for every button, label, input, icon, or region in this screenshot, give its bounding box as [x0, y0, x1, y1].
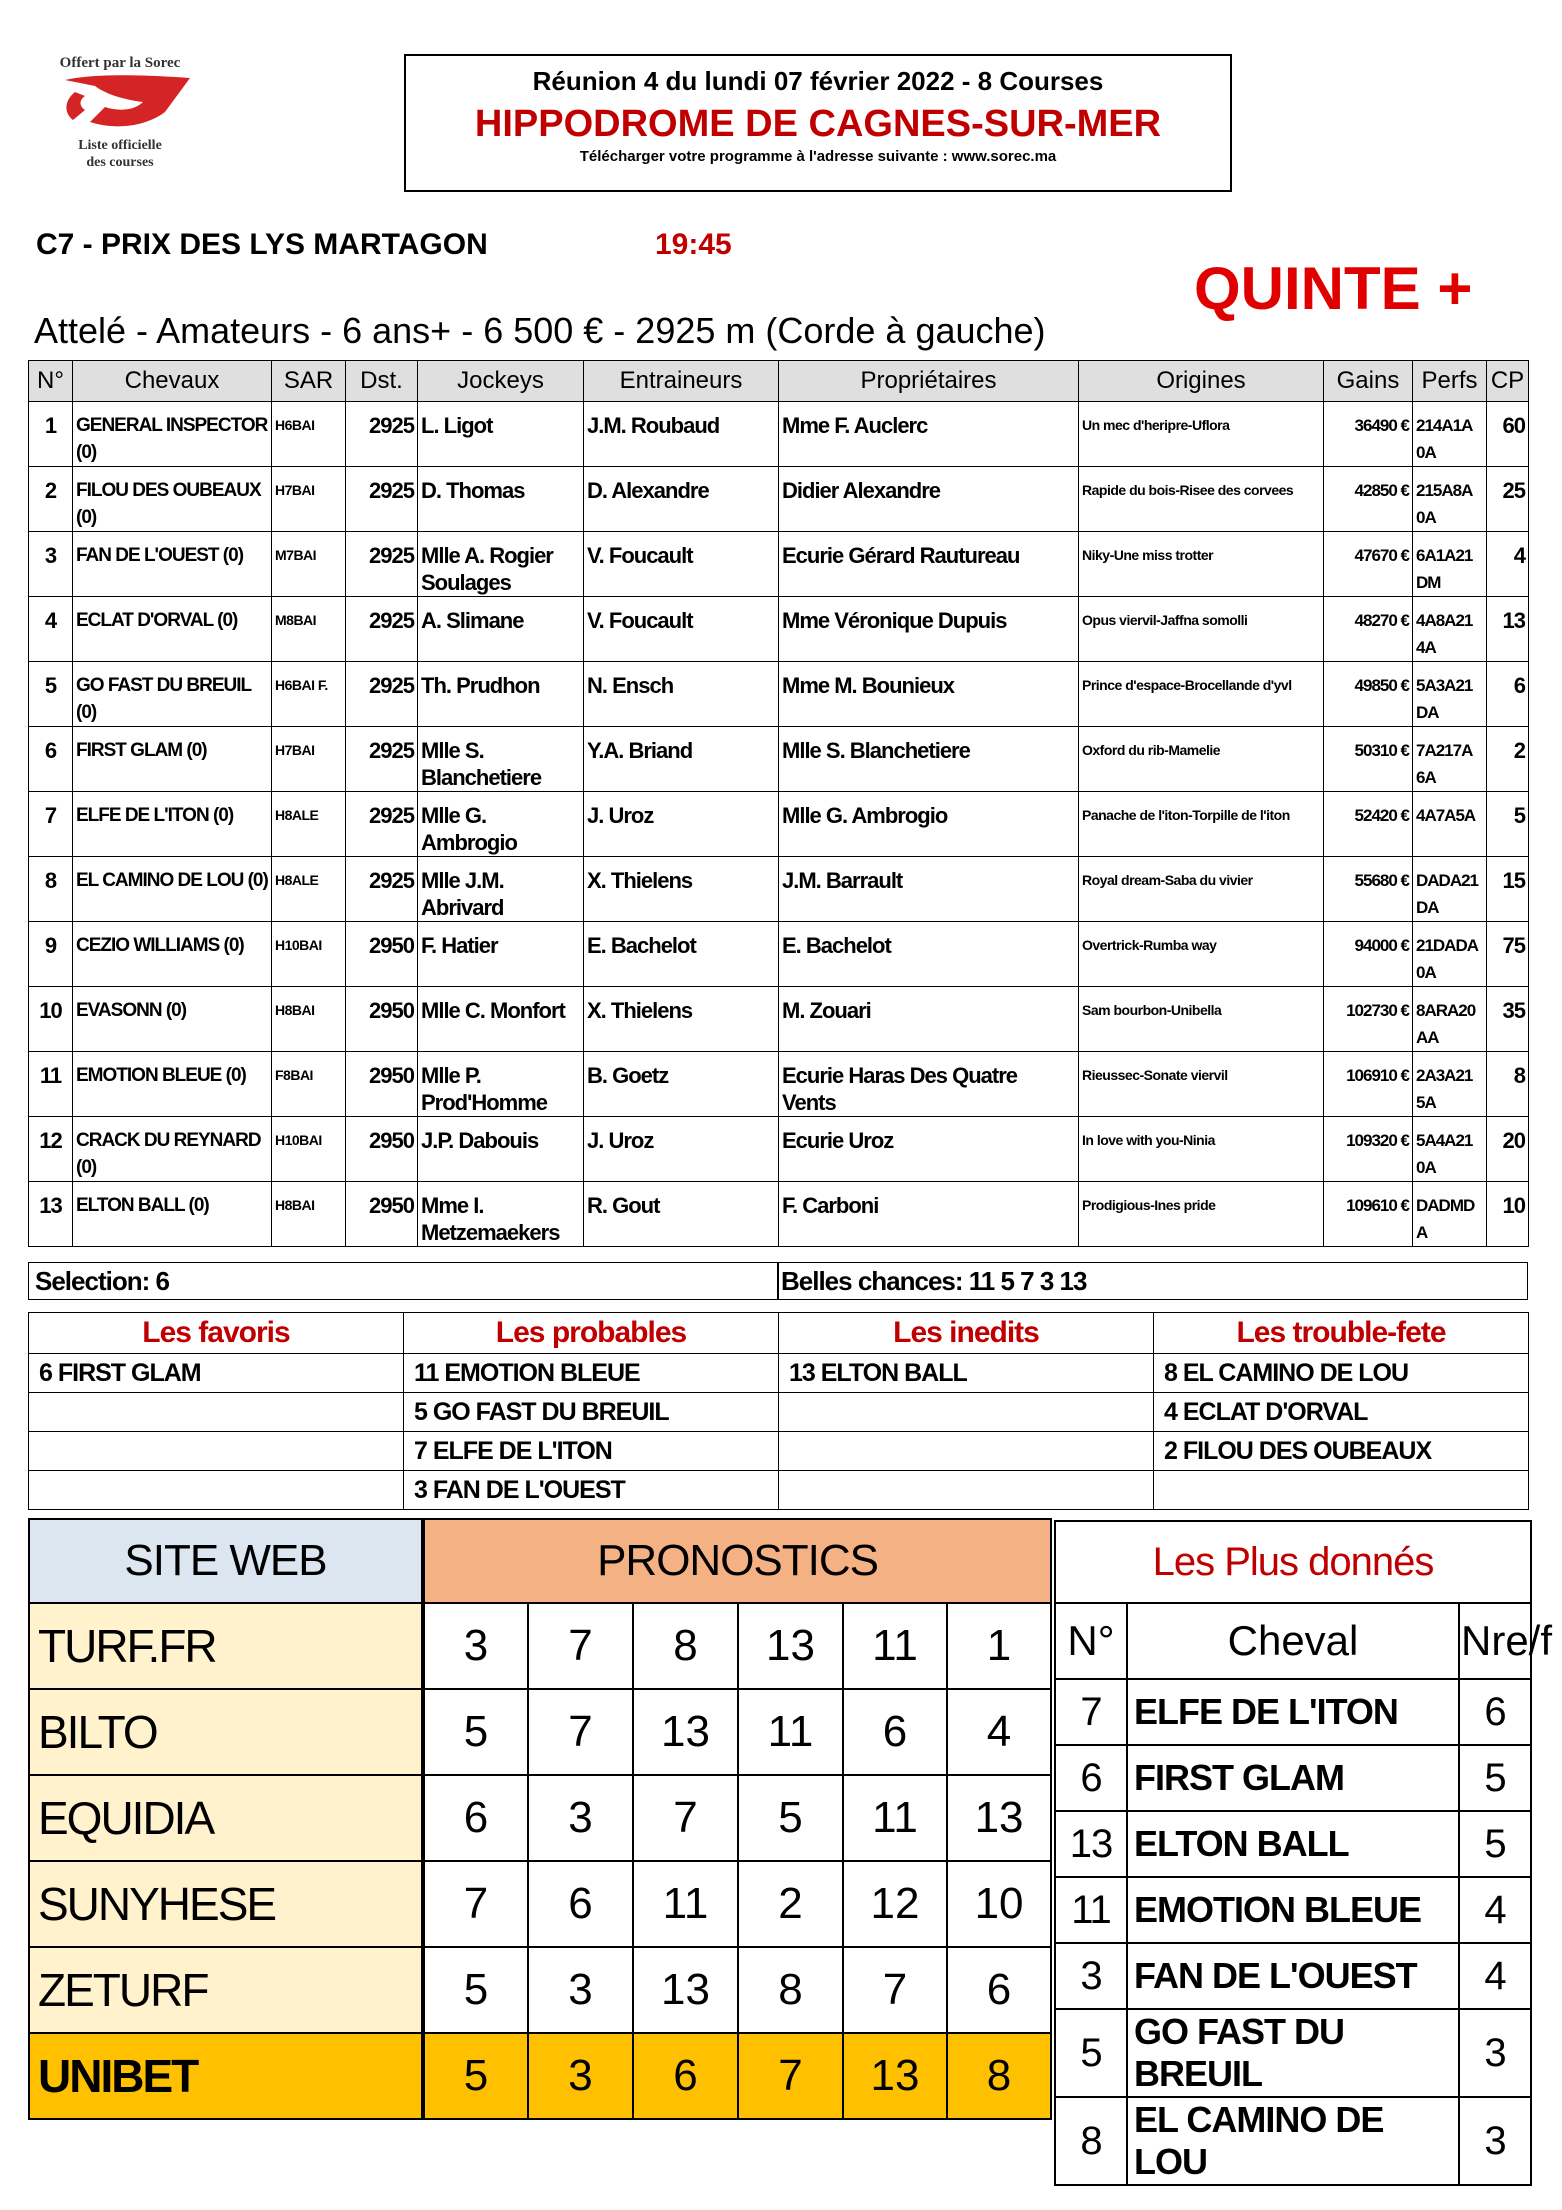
- runner-cell: J. Uroz: [584, 1117, 779, 1182]
- race-details: Attelé - Amateurs - 6 ans+ - 6 500 € - 2925 m (Corde à gauche): [34, 310, 1046, 351]
- runners-header-row: [29, 361, 1529, 402]
- pronostic-pick: 7: [738, 2033, 843, 2119]
- category-row: [29, 1432, 1529, 1471]
- runner-cell: 102730 €: [1324, 987, 1413, 1052]
- pronostic-pick: 1: [947, 1603, 1051, 1689]
- pronostic-pick: 8: [947, 2033, 1051, 2119]
- plus-donnes-cell: 3: [1459, 2009, 1531, 2097]
- runners-table: [28, 360, 1529, 1247]
- runner-cell: 5: [1487, 792, 1529, 857]
- plus-donnes-cell: ELFE DE L'ITON: [1127, 1679, 1459, 1745]
- pronostic-pick: 8: [738, 1947, 843, 2033]
- runner-cell: In love with you-Ninia: [1079, 1117, 1324, 1182]
- runner-cell: 2925: [346, 727, 418, 792]
- pronostics-table: [28, 1518, 1052, 2120]
- runner-cell: 1: [29, 402, 73, 467]
- runner-cell: 52420 €: [1324, 792, 1413, 857]
- runner-cell: J.M. Barrault: [779, 857, 1079, 922]
- runner-cell: J.M. Roubaud: [584, 402, 779, 467]
- runner-cell: 106910 €: [1324, 1052, 1413, 1117]
- runner-cell: 214A1A 0A: [1413, 402, 1487, 467]
- runner-row: [29, 402, 1529, 467]
- runner-cell: Panache de l'iton-Torpille de l'iton: [1079, 792, 1324, 857]
- runner-cell: 2: [29, 467, 73, 532]
- runners-col-header: Chevaux: [73, 361, 272, 402]
- runner-cell: 75: [1487, 922, 1529, 987]
- plus-donnes-cell: EMOTION BLEUE: [1127, 1877, 1459, 1943]
- runner-cell: J. Uroz: [584, 792, 779, 857]
- hippodrome-name: HIPPODROME DE CAGNES-SUR-MER: [474, 103, 1162, 145]
- runner-cell: H8ALE: [272, 857, 346, 922]
- runner-cell: 11: [29, 1052, 73, 1117]
- runners-col-header: N°: [29, 361, 73, 402]
- runner-cell: 20: [1487, 1117, 1529, 1182]
- category-cell: 8 EL CAMINO DE LOU: [1154, 1354, 1529, 1393]
- download-line: Télécharger votre programme à l'adresse suivante : www.sorec.ma: [579, 148, 1057, 165]
- plus-donnes-cell: EL CAMINO DE LOU: [1127, 2097, 1459, 2185]
- runner-cell: Didier Alexandre: [779, 467, 1079, 532]
- pronostic-row: [29, 1947, 1051, 2033]
- pronostic-row: [29, 1689, 1051, 1775]
- runner-cell: 6: [29, 727, 73, 792]
- categories-table: [28, 1312, 1529, 1510]
- category-cell: [29, 1471, 404, 1510]
- runner-cell: 2925: [346, 857, 418, 922]
- runner-cell: R. Gout: [584, 1182, 779, 1247]
- runner-cell: H8BAI: [272, 987, 346, 1052]
- runner-cell: ELFE DE L'ITON (0): [73, 792, 272, 857]
- runner-cell: M8BAI: [272, 597, 346, 662]
- runner-cell: F. Carboni: [779, 1182, 1079, 1247]
- runner-cell: Y.A. Briand: [584, 727, 779, 792]
- pronostic-pick: 13: [738, 1603, 843, 1689]
- runner-cell: H7BAI: [272, 467, 346, 532]
- plus-donnes-cell: 5: [1459, 1811, 1531, 1877]
- runner-cell: 2925: [346, 792, 418, 857]
- pronostic-pick: 7: [528, 1603, 633, 1689]
- plus-donnes-cell: 5: [1459, 1745, 1531, 1811]
- plus-donnes-row: [1055, 1745, 1531, 1811]
- runner-cell: F. Hatier: [418, 922, 584, 987]
- category-cell: [779, 1471, 1154, 1510]
- runner-cell: 13: [29, 1182, 73, 1247]
- runner-row: [29, 662, 1529, 727]
- pronostic-pick: 5: [738, 1775, 843, 1861]
- runner-row: [29, 792, 1529, 857]
- pronostic-pick: 6: [528, 1861, 633, 1947]
- runner-cell: H10BAI: [272, 922, 346, 987]
- runner-row: [29, 727, 1529, 792]
- runner-row: [29, 532, 1529, 597]
- runner-cell: 6: [1487, 662, 1529, 727]
- runner-cell: Opus viervil-Jaffna somolli: [1079, 597, 1324, 662]
- runner-cell: L. Ligot: [418, 402, 584, 467]
- category-cell: 2 FILOU DES OUBEAUX: [1154, 1432, 1529, 1471]
- runner-cell: 2950: [346, 922, 418, 987]
- category-row: [29, 1471, 1529, 1510]
- runner-cell: 7A217A 6A: [1413, 727, 1487, 792]
- runner-row: [29, 1182, 1529, 1247]
- pronostic-pick: 8: [633, 1603, 738, 1689]
- runner-cell: 15: [1487, 857, 1529, 922]
- category-cell: 13 ELTON BALL: [779, 1354, 1154, 1393]
- runner-cell: 2925: [346, 402, 418, 467]
- runner-cell: GENERAL INSPECTOR (0): [73, 402, 272, 467]
- plus-donnes-row: [1055, 1679, 1531, 1745]
- runner-cell: 12: [29, 1117, 73, 1182]
- pronostic-site: ZETURF: [29, 1947, 423, 2033]
- runner-cell: 13: [1487, 597, 1529, 662]
- pronostic-pick: 7: [633, 1775, 738, 1861]
- runner-cell: M. Zouari: [779, 987, 1079, 1052]
- plus-donnes-cell: 3: [1459, 2097, 1531, 2185]
- runner-cell: 2925: [346, 597, 418, 662]
- runner-cell: H8ALE: [272, 792, 346, 857]
- runner-cell: 60: [1487, 402, 1529, 467]
- sorec-logo: [40, 55, 200, 195]
- pronostic-pick: 3: [528, 1775, 633, 1861]
- plus-donnes-cell: FAN DE L'OUEST: [1127, 1943, 1459, 2009]
- plus-donnes-cell: 13: [1055, 1811, 1127, 1877]
- runner-cell: Sam bourbon-Unibella: [1079, 987, 1324, 1052]
- runner-cell: M7BAI: [272, 532, 346, 597]
- runner-cell: 35: [1487, 987, 1529, 1052]
- pronostic-site: SUNYHESE: [29, 1861, 423, 1947]
- runner-cell: Mlle J.M. Abrivard: [418, 857, 584, 922]
- pronostic-site: BILTO: [29, 1689, 423, 1775]
- runner-cell: Mlle S. Blanchetiere: [779, 727, 1079, 792]
- runner-cell: Rapide du bois-Risee des corvees: [1079, 467, 1324, 532]
- category-header: Les trouble-fete: [1154, 1313, 1529, 1354]
- plus-donnes-cell: ELTON BALL: [1127, 1811, 1459, 1877]
- logo-caption-2: des courses: [86, 155, 154, 170]
- plus-donnes-cell: 3: [1055, 1943, 1127, 2009]
- pronostic-pick: 6: [947, 1947, 1051, 2033]
- runner-cell: 6A1A21 DM: [1413, 532, 1487, 597]
- pronostic-pick: 12: [843, 1861, 947, 1947]
- runner-cell: 2925: [346, 662, 418, 727]
- runner-cell: E. Bachelot: [779, 922, 1079, 987]
- selection-box: [28, 1262, 1528, 1300]
- runner-cell: 4: [29, 597, 73, 662]
- runner-cell: 2950: [346, 1052, 418, 1117]
- plus-donnes-row: [1055, 2097, 1531, 2185]
- runner-cell: H6BAI: [272, 402, 346, 467]
- plus-donnes-cell: 7: [1055, 1679, 1127, 1745]
- pronostic-pick: 5: [423, 1947, 528, 2033]
- pronostic-pick: 7: [423, 1861, 528, 1947]
- pronostic-pick: 6: [423, 1775, 528, 1861]
- runner-cell: Ecurie Uroz: [779, 1117, 1079, 1182]
- pronostic-pick: 11: [843, 1775, 947, 1861]
- runner-cell: DADA21 DA: [1413, 857, 1487, 922]
- reunion-line: Réunion 4 du lundi 07 février 2022 - 8 Courses: [532, 66, 1104, 96]
- pronostic-site: EQUIDIA: [29, 1775, 423, 1861]
- category-cell: [1154, 1471, 1529, 1510]
- pronostic-site: TURF.FR: [29, 1603, 423, 1689]
- runner-cell: A. Slimane: [418, 597, 584, 662]
- runner-cell: 8: [1487, 1052, 1529, 1117]
- plus-donnes-row: [1055, 1943, 1531, 2009]
- runner-cell: Th. Prudhon: [418, 662, 584, 727]
- pronostic-pick: 3: [423, 1603, 528, 1689]
- runner-cell: Mme I. Metzemaekers: [418, 1182, 584, 1247]
- runner-cell: V. Foucault: [584, 597, 779, 662]
- runner-row: [29, 597, 1529, 662]
- category-header: Les favoris: [29, 1313, 404, 1354]
- plus-donnes-cell: 8: [1055, 2097, 1127, 2185]
- runner-cell: X. Thielens: [584, 987, 779, 1052]
- runner-cell: N. Ensch: [584, 662, 779, 727]
- runner-cell: Oxford du rib-Mamelie: [1079, 727, 1324, 792]
- category-header: Les probables: [404, 1313, 779, 1354]
- plus-donnes-col-header: Cheval: [1127, 1603, 1459, 1679]
- runner-cell: 42850 €: [1324, 467, 1413, 532]
- runner-cell: CRACK DU REYNARD (0): [73, 1117, 272, 1182]
- plus-donnes-cell: 5: [1055, 2009, 1127, 2097]
- category-header: Les inedits: [779, 1313, 1154, 1354]
- pronostics-header: PRONOSTICS: [423, 1519, 1051, 1603]
- runner-cell: 10: [29, 987, 73, 1052]
- runner-cell: 4A8A21 4A: [1413, 597, 1487, 662]
- runner-cell: 55680 €: [1324, 857, 1413, 922]
- plus-donnes-cell: 11: [1055, 1877, 1127, 1943]
- runner-cell: Mme F. Auclerc: [779, 402, 1079, 467]
- category-cell: [29, 1432, 404, 1471]
- runner-cell: D. Alexandre: [584, 467, 779, 532]
- category-cell: 7 ELFE DE L'ITON: [404, 1432, 779, 1471]
- pronostic-row: [29, 1603, 1051, 1689]
- runner-cell: 8: [29, 857, 73, 922]
- plus-donnes-cell: 6: [1055, 1745, 1127, 1811]
- runner-cell: 21DADA 0A: [1413, 922, 1487, 987]
- runner-cell: H7BAI: [272, 727, 346, 792]
- belles-chances-text: Belles chances: 11 5 7 3 13: [781, 1266, 1087, 1296]
- pronostic-pick: 3: [528, 1947, 633, 2033]
- runner-cell: 36490 €: [1324, 402, 1413, 467]
- header-box: [404, 54, 1232, 192]
- plus-donnes-row: [1055, 2009, 1531, 2097]
- pronostic-pick: 11: [738, 1689, 843, 1775]
- runner-cell: 2950: [346, 1182, 418, 1247]
- runners-col-header: Origines: [1079, 361, 1324, 402]
- runner-row: [29, 467, 1529, 532]
- runners-col-header: Gains: [1324, 361, 1413, 402]
- runner-cell: Mlle G. Ambrogio: [779, 792, 1079, 857]
- runner-row: [29, 922, 1529, 987]
- plus-donnes-cell: GO FAST DU BREUIL: [1127, 2009, 1459, 2097]
- pronostic-pick: 7: [528, 1689, 633, 1775]
- category-cell: [779, 1432, 1154, 1471]
- runner-cell: Prodigious-Ines pride: [1079, 1182, 1324, 1247]
- plus-donnes-cell: 6: [1459, 1679, 1531, 1745]
- runner-cell: 3: [29, 532, 73, 597]
- runner-cell: Mlle A. Rogier Soulages: [418, 532, 584, 597]
- pronostic-row: [29, 1775, 1051, 1861]
- pronostic-pick: 13: [947, 1775, 1051, 1861]
- runner-cell: 25: [1487, 467, 1529, 532]
- plus-donnes-cell: FIRST GLAM: [1127, 1745, 1459, 1811]
- pronostic-pick: 5: [423, 1689, 528, 1775]
- pronostic-pick: 10: [947, 1861, 1051, 1947]
- plus-donnes-title: Les Plus donnés: [1152, 1539, 1434, 1584]
- runner-cell: 5: [29, 662, 73, 727]
- pronostic-row: [29, 2033, 1051, 2119]
- plus-donnes-cell: 4: [1459, 1877, 1531, 1943]
- runner-cell: Mlle S. Blanchetiere: [418, 727, 584, 792]
- runner-cell: Mlle G. Ambrogio: [418, 792, 584, 857]
- runner-row: [29, 1117, 1529, 1182]
- runners-col-header: SAR: [272, 361, 346, 402]
- runner-cell: J.P. Dabouis: [418, 1117, 584, 1182]
- runner-row: [29, 987, 1529, 1052]
- runner-cell: H8BAI: [272, 1182, 346, 1247]
- category-cell: 3 FAN DE L'OUEST: [404, 1471, 779, 1510]
- runners-col-header: Perfs: [1413, 361, 1487, 402]
- runners-col-header: Dst.: [346, 361, 418, 402]
- runner-cell: X. Thielens: [584, 857, 779, 922]
- runner-cell: Rieussec-Sonate viervil: [1079, 1052, 1324, 1117]
- pronostic-pick: 13: [633, 1689, 738, 1775]
- runner-cell: 2950: [346, 1117, 418, 1182]
- runner-cell: FAN DE L'OUEST (0): [73, 532, 272, 597]
- category-cell: 4 ECLAT D'ORVAL: [1154, 1393, 1529, 1432]
- runner-cell: CEZIO WILLIAMS (0): [73, 922, 272, 987]
- runner-cell: E. Bachelot: [584, 922, 779, 987]
- runner-cell: H6BAI F.: [272, 662, 346, 727]
- pronostic-pick: 13: [633, 1947, 738, 2033]
- runner-cell: Ecurie Haras Des Quatre Vents: [779, 1052, 1079, 1117]
- site-web-header: SITE WEB: [29, 1519, 423, 1603]
- pronostic-row: [29, 1861, 1051, 1947]
- runner-cell: Mme M. Bounieux: [779, 662, 1079, 727]
- pronostic-pick: 3: [528, 2033, 633, 2119]
- runner-cell: 94000 €: [1324, 922, 1413, 987]
- logo-caption-1: Liste officielle: [78, 138, 162, 153]
- runner-row: [29, 1052, 1529, 1117]
- pronostic-pick: 6: [843, 1689, 947, 1775]
- plus-donnes-cell: 4: [1459, 1943, 1531, 2009]
- runners-col-header: Propriétaires: [779, 361, 1079, 402]
- logo-offered-by: Offert par la Sorec: [59, 55, 181, 71]
- runner-cell: Un mec d'heripre-Uflora: [1079, 402, 1324, 467]
- runner-cell: 109610 €: [1324, 1182, 1413, 1247]
- runner-cell: ECLAT D'ORVAL (0): [73, 597, 272, 662]
- runner-cell: Mlle P. Prod'Homme: [418, 1052, 584, 1117]
- category-cell: 11 EMOTION BLEUE: [404, 1354, 779, 1393]
- runner-cell: GO FAST DU BREUIL (0): [73, 662, 272, 727]
- runner-cell: 4A7A5A: [1413, 792, 1487, 857]
- pronostic-pick: 11: [633, 1861, 738, 1947]
- runner-cell: FILOU DES OUBEAUX (0): [73, 467, 272, 532]
- pronostic-pick: 7: [843, 1947, 947, 2033]
- runner-cell: Mlle C. Monfort: [418, 987, 584, 1052]
- runner-cell: Ecurie Gérard Rautureau: [779, 532, 1079, 597]
- race-title: C7 - PRIX DES LYS MARTAGON: [36, 228, 488, 261]
- category-cell: [29, 1393, 404, 1432]
- category-cell: 6 FIRST GLAM: [29, 1354, 404, 1393]
- runner-cell: 5A3A21 DA: [1413, 662, 1487, 727]
- plus-donnes-col-header: N°: [1055, 1603, 1127, 1679]
- category-row: [29, 1354, 1529, 1393]
- pronostic-pick: 5: [423, 2033, 528, 2119]
- runner-cell: 2A3A21 5A: [1413, 1052, 1487, 1117]
- runner-cell: Prince d'espace-Brocellande d'yvl: [1079, 662, 1324, 727]
- runners-col-header: CP: [1487, 361, 1529, 402]
- runner-cell: 47670 €: [1324, 532, 1413, 597]
- category-cell: 5 GO FAST DU BREUIL: [404, 1393, 779, 1432]
- runner-cell: ELTON BALL (0): [73, 1182, 272, 1247]
- runners-col-header: Jockeys: [418, 361, 584, 402]
- runner-cell: 7: [29, 792, 73, 857]
- runner-cell: 9: [29, 922, 73, 987]
- plus-donnes-table: [1054, 1520, 1553, 2186]
- runner-cell: Royal dream-Saba du vivier: [1079, 857, 1324, 922]
- runner-cell: 2: [1487, 727, 1529, 792]
- runner-cell: 10: [1487, 1182, 1529, 1247]
- runner-cell: D. Thomas: [418, 467, 584, 532]
- plus-donnes-row: [1055, 1877, 1531, 1943]
- runner-cell: 49850 €: [1324, 662, 1413, 727]
- runner-cell: Niky-Une miss trotter: [1079, 532, 1324, 597]
- runner-cell: DADMD A: [1413, 1182, 1487, 1247]
- runner-cell: 48270 €: [1324, 597, 1413, 662]
- runner-cell: Overtrick-Rumba way: [1079, 922, 1324, 987]
- runner-cell: 2925: [346, 467, 418, 532]
- pronostic-pick: 6: [633, 2033, 738, 2119]
- runner-cell: 4: [1487, 532, 1529, 597]
- selection-text: Selection: 6: [35, 1266, 169, 1296]
- runner-cell: 8ARA20 AA: [1413, 987, 1487, 1052]
- runner-cell: EMOTION BLEUE (0): [73, 1052, 272, 1117]
- runner-cell: 2925: [346, 532, 418, 597]
- pronostic-pick: 4: [947, 1689, 1051, 1775]
- quinte-badge: QUINTE +: [1194, 255, 1473, 322]
- runner-cell: 5A4A21 0A: [1413, 1117, 1487, 1182]
- runner-cell: EVASONN (0): [73, 987, 272, 1052]
- runner-cell: 2950: [346, 987, 418, 1052]
- pronostic-pick: 2: [738, 1861, 843, 1947]
- runner-cell: Mme Véronique Dupuis: [779, 597, 1079, 662]
- runner-cell: H10BAI: [272, 1117, 346, 1182]
- pronostic-site: UNIBET: [29, 2033, 423, 2119]
- runner-cell: 109320 €: [1324, 1117, 1413, 1182]
- runner-cell: F8BAI: [272, 1052, 346, 1117]
- runner-cell: V. Foucault: [584, 532, 779, 597]
- category-row: [29, 1393, 1529, 1432]
- runner-cell: EL CAMINO DE LOU (0): [73, 857, 272, 922]
- runner-cell: B. Goetz: [584, 1052, 779, 1117]
- pronostic-pick: 11: [843, 1603, 947, 1689]
- plus-donnes-col-header: Nre/f: [1459, 1603, 1531, 1679]
- sorec-emblem-icon: [45, 72, 195, 132]
- runner-cell: 50310 €: [1324, 727, 1413, 792]
- runner-cell: FIRST GLAM (0): [73, 727, 272, 792]
- pronostic-pick: 13: [843, 2033, 947, 2119]
- runner-row: [29, 857, 1529, 922]
- category-cell: [779, 1393, 1154, 1432]
- plus-donnes-row: [1055, 1811, 1531, 1877]
- runner-cell: 215A8A 0A: [1413, 467, 1487, 532]
- runners-col-header: Entraineurs: [584, 361, 779, 402]
- race-time: 19:45: [655, 228, 732, 261]
